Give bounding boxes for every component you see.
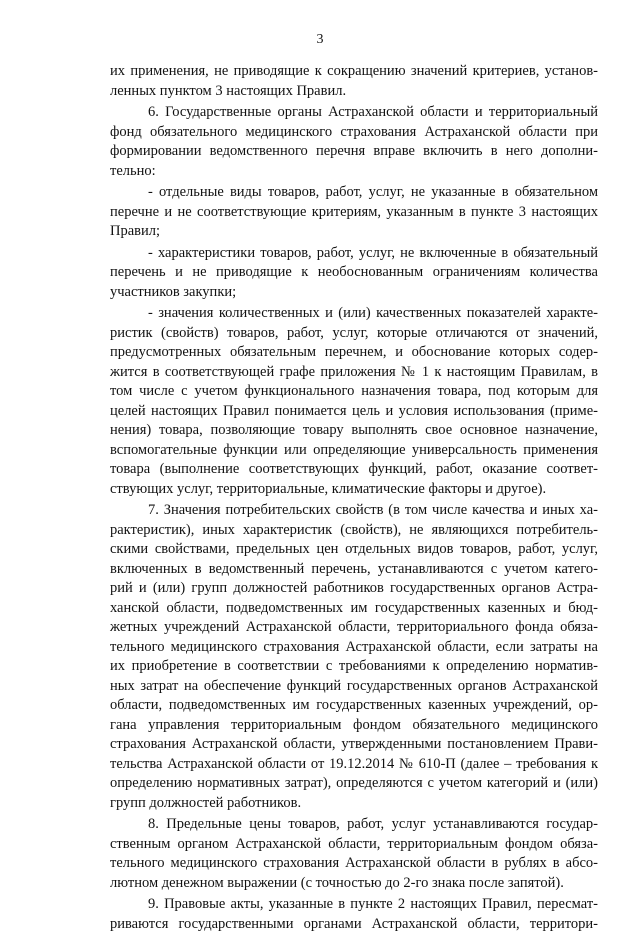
text-line: формировании ведомственного перечня вправе включить в него дополни- <box>110 143 598 159</box>
paragraph-p6-b <box>110 244 598 303</box>
text-line: ствующих услуг, территориальные, климатические факторы и другое). <box>110 480 547 497</box>
text-line: рактеристик), иных характеристик (свойств), не являющихся потребитель- <box>110 521 598 538</box>
text-line: предусмотренных обязательным перечнем, и обоснование которых содер- <box>110 344 598 360</box>
text-line: - отдельные виды товаров, работ, услуг, не указанные в обязательном <box>148 184 598 200</box>
text-line: жится в соответствующей графе приложения № 1 к настоящим Правилам, в <box>110 363 598 380</box>
text-line: групп должностей работников. <box>110 794 302 811</box>
text-line: 6. Государственные органы Астраханской области и территориальный <box>148 104 598 120</box>
text-line: вспомогательные функции или определяющие универсальность применения <box>110 441 598 458</box>
text-line: ристик (свойств) товаров, работ, услуг, которые отличаются от значений, <box>110 324 598 341</box>
paragraph-p6-c <box>110 304 598 499</box>
text-line: товара (выполнение соответствующих функций, работ, оказание соответ- <box>110 461 598 477</box>
text-line: области, подведомственных им государственных казенных учреждений, ор- <box>110 697 598 713</box>
text-line: тельного медицинского страхования Астраханской области в рублях в абсо- <box>110 855 598 871</box>
text-line: ных затрат на обеспечение функций государственных органов Астраханской <box>110 677 598 694</box>
text-line: лютном денежном выражении (с точностью до 2-го знака после запятой). <box>110 874 564 891</box>
text-line: скими свойствами, предельных цен отдельных видов товаров, работ, услуг, <box>110 541 598 557</box>
paragraph-p7 <box>110 501 598 813</box>
text-line: тельства Астраханской области от 19.12.2014 № 610-П (далее – требования к <box>110 755 598 772</box>
text-line: перечне и не соответствующие критериям, указанным в пункте 3 настоящих <box>110 203 598 220</box>
paragraph-p6-a <box>110 183 598 242</box>
text-line: фонд обязательного медицинского страхования Астраханской области при <box>110 123 598 140</box>
paragraph-p9 <box>110 895 598 934</box>
text-line: тельного медицинского страхования Астраханской области, если затраты на <box>110 638 598 655</box>
text-line: участников закупки; <box>110 283 237 300</box>
paragraph-p-cont <box>110 62 598 101</box>
text-line: включенных в ведомственный перечень, устанавливаются с учетом катего- <box>110 560 598 577</box>
text-line: том числе с учетом функционального назначения товара, под которым для <box>110 383 598 399</box>
text-line: целей настоящих Правил понимается цель и условия использования (приме- <box>110 402 598 419</box>
document-body <box>110 62 598 936</box>
text-line: перечень и не приводящие к необоснованным ограничениям количества <box>110 264 598 280</box>
text-line: тельно: <box>110 162 156 179</box>
text-line: жетных учреждений Астраханской области, территориального фонда обяза- <box>110 619 598 635</box>
text-line: ханской области, подведомственных им государственных казенных и бюд- <box>110 599 598 616</box>
text-line: ленных пунктом 3 настоящих Правил. <box>110 82 347 99</box>
text-line: их приобретение в соответствии с требованиями к определению норматив- <box>110 658 598 674</box>
text-line: Правил; <box>110 223 161 239</box>
text-line: риваются государственными органами Астраханской области, территори- <box>110 915 598 932</box>
text-line: рий и (или) групп должностей работников государственных органов Астра- <box>110 580 598 596</box>
text-line: - значения количественных и (или) качественных показателей характе- <box>148 305 598 321</box>
text-line: 9. Правовые акты, указанные в пункте 2 настоящих Правил, пересмат- <box>148 896 598 912</box>
paragraph-p6 <box>110 103 598 181</box>
text-line: 7. Значения потребительских свойств (в том числе качества и иных ха- <box>148 502 598 518</box>
page-number: 3 <box>316 32 324 47</box>
text-line: определению нормативных затрат), определяются с учетом категорий и (или) <box>110 775 598 791</box>
text-line: нения) товара, позволяющие товару выполнять свое основное назначение, <box>110 422 598 438</box>
text-line: страхования Астраханской области, утвержденными постановлением Прави- <box>110 736 598 752</box>
text-line: гана управления территориальным фондом обязательного медицинского <box>110 716 598 733</box>
text-line: ственным органом Астраханской области, территориальным фондом обяза- <box>110 835 598 852</box>
text-line: - характеристики товаров, работ, услуг, не включенные в обязательный <box>148 244 598 261</box>
paragraph-p8 <box>110 815 598 893</box>
text-line: 8. Предельные цены товаров, работ, услуг устанавливаются государ- <box>148 816 598 832</box>
text-line: их применения, не приводящие к сокращению значений критериев, установ- <box>110 63 598 79</box>
